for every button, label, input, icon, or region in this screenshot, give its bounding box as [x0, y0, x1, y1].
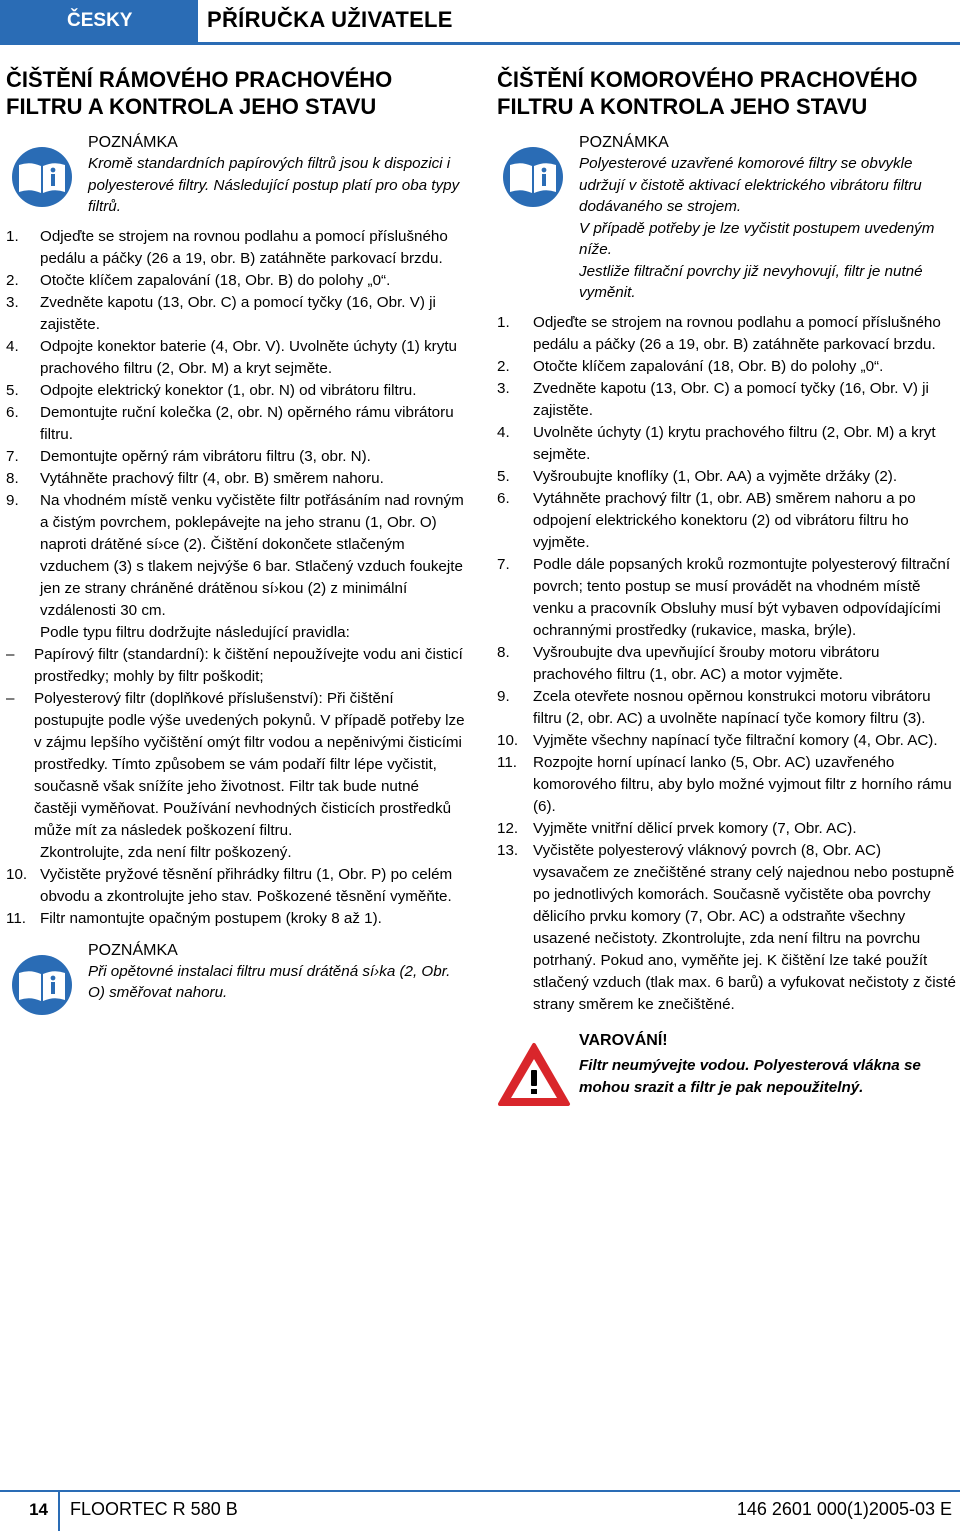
list-item: 5. Vyšroubujte knoflíky (1, Obr. AA) a vyjměte držáky (2).	[497, 467, 898, 485]
list-item: 8. Vytáhněte prachový filtr (4, obr. B) směrem nahoru.	[6, 469, 384, 487]
list-item: 12. Vyjměte vnitřní dělicí prvek komory (7, Obr. AC).	[497, 819, 857, 837]
warning-label: VAROVÁNÍ!	[579, 1031, 668, 1049]
list-item: 2. Otočte klíčem zapalování (18, Obr. B) do polohy „0“.	[6, 271, 391, 289]
list-item: 10. Vyjměte všechny napínací tyče filtrační komory (4, Obr. AC).	[497, 731, 938, 749]
right-steps	[497, 312, 957, 1016]
rules-intro: Podle typu filtru dodržujte následující pravidla:	[40, 623, 350, 641]
right-title-line2: FILTRU A KONTROLA JEHO STAVU	[497, 94, 868, 119]
right-title-line1: ČIŠTĚNÍ KOMOROVÉHO PRACHOVÉHO	[497, 67, 918, 92]
right-column	[497, 66, 957, 1115]
list-item: 7. Demontujte opěrný rám vibrátoru filtru (3, obr. N).	[6, 447, 371, 465]
book-info-icon	[6, 132, 88, 215]
list-item: 3. Zvedněte kapotu (13, Obr. C) a pomocí tyčky (16, Obr. V) ji zajistěte.	[6, 293, 436, 333]
header-title: PŘÍRUČKA UŽIVATELE	[207, 7, 453, 32]
list-item: 6. Demontujte ruční kolečka (2, obr. N) opěrného rámu vibrátoru filtru.	[6, 403, 454, 443]
list-item: 2. Otočte klíčem zapalování (18, Obr. B) do polohy „0“.	[497, 357, 884, 375]
note-text: Kromě standardních papírových filtrů jsou k dispozici i polyesterové filtry. Následující postup platí pro oba typy filtrů.	[88, 155, 460, 215]
list-item: 7. Podle dále popsaných kroků rozmontujte polyesterový filtrační povrch; tento postup se musí provádět na vhodném místě venku a pracovník Obsluhy musí být vybaven odpovídajícími ochrannými prostředky (rukavice, maska, brýle).	[497, 555, 951, 639]
rules-block	[6, 622, 466, 864]
footer-doc-number: 146 2601 000(1)2005-03 E	[736, 1499, 952, 1519]
warning-text: Filtr neumývejte vodou. Polyesterová vlákna se mohou srazit a filtr je pak nepoužitelný.	[579, 1056, 921, 1096]
language-tab: ČESKY	[0, 0, 198, 42]
list-item: – Papírový filtr (standardní): k čištění nepoužívejte vodu ani čisticí prostředky; mohly by filtr poškodit;	[6, 645, 463, 685]
warning-box	[497, 1030, 957, 1115]
footer-divider	[0, 1490, 960, 1492]
note-text: Polyesterové uzavřené komorové filtry se obvykle udržují v čistotě aktivací elektrického vibrátoru filtru dodávaného se strojem. V případě potřeby je lze vyčistit postupem uvedeným níže. Jestliže filtrační povrchy již nevyhovují, filtr je nutné vyměnit.	[579, 155, 935, 301]
list-item: 4. Odpojte konektor baterie (4, Obr. V). Uvolněte úchyty (1) krytu prachového filtru (2, Obr. M) a kryt sejměte.	[6, 337, 457, 377]
note-label: POZNÁMKA	[579, 134, 669, 151]
list-item: 3. Zvedněte kapotu (13, Obr. C) a pomocí tyčky (16, Obr. V) ji zajistěte.	[497, 379, 929, 419]
list-item: 9. Na vhodném místě venku vyčistěte filtr potřásáním nad rovným a čistým povrchem, poklepávejte na jeho stranu (1, Obr. O) naproti drátěné sí›ce (2). Čištění dokončete stlačeným vzduchem (3) s tlakem nejvýše 6 bar. Stlačený vzduch foukejte jen ze strany chráněné drátěnou sí›kou (2) z minimální vzdálenosti 30 cm.	[6, 491, 464, 619]
book-info-icon	[6, 940, 88, 1023]
list-item: 4. Uvolněte úchyty (1) krytu prachového filtru (2, Obr. M) a kryt sejměte.	[497, 423, 936, 463]
header-divider	[0, 42, 960, 45]
rules-list	[6, 644, 466, 842]
list-item: 1. Odjeďte se strojem na rovnou podlahu a pomocí příslušného pedálu a páčky (26 a 19, obr. B) zatáhněte parkovací brzdu.	[497, 313, 941, 353]
list-item: 6. Vytáhněte prachový filtr (1, obr. AB) směrem nahoru a po odpojení elektrického konektoru (2) od vibrátoru filtru ho vyjměte.	[497, 489, 916, 551]
list-item: 13. Vyčistěte polyesterový vláknový povrch (8, Obr. AC) vysavačem ze znečištěné strany celý najednou nebo postupně po jednotlivých komorách. Současně vyčistěte oba povrchy dělicího prvku komory (7, Obr. AC) a odstraňte všechny usazené nečistoty. Zkontrolujte, zda není filtru na povrchu potrhaný. Pokud ano, vyměňte jej. K čištění lze také použít stlačený vzduch (tlak max. 6 barů) a vyfukovat nečistoty z čisté strany směrem ke znečištěné.	[497, 841, 956, 1013]
list-item: 5. Odpojte elektrický konektor (1, obr. N) od vibrátoru filtru.	[6, 381, 417, 399]
note-text: Při opětovné instalaci filtru musí drátěná sí›ka (2, Obr. O) směřovat nahoru.	[88, 962, 451, 1001]
note-label: POZNÁMKA	[88, 134, 178, 151]
check-text: Zkontrolujte, zda není filtr poškozený.	[40, 843, 292, 861]
left-steps-a	[6, 226, 466, 622]
list-item: – Polyesterový filtr (doplňkové příslušenství): Při čištění postupujte podle výše uvedených pokynů. V případě potřeby lze v zájmu lepšího vyčištění omýt filtr vodou a nepěnivými čisticími prostředky. Tímto způsobem se vám podaří filtr lépe vyčistit, současně však snížíte jeho životnost. Filtr tak bude nutné častěji vyměňovat. Používání nevhodných čisticích prostředků může mít za následek poškození filtru.	[6, 689, 465, 839]
list-item: 9. Zcela otevřete nosnou opěrnou konstrukci motoru vibrátoru filtru (2, obr. AC) a uvolněte napínací tyče komory filtru (3).	[497, 687, 931, 727]
warning-triangle-icon	[497, 1030, 579, 1115]
left-note-2	[6, 940, 466, 1023]
list-item: 10. Vyčistěte pryžové těsnění přihrádky filtru (1, Obr. P) po celém obvodu a zkontrolujte jeho stav. Poškozené těsnění vyměňte.	[6, 865, 453, 905]
left-title-line2: FILTRU A KONTROLA JEHO STAVU	[6, 94, 377, 119]
left-section-title	[6, 66, 466, 120]
list-item: 11. Filtr namontujte opačným postupem (kroky 8 až 1).	[6, 909, 382, 927]
left-steps-b	[6, 864, 466, 930]
list-item: 1. Odjeďte se strojem na rovnou podlahu a pomocí příslušného pedálu a páčky (26 a 19, obr. B) zatáhněte parkovací brzdu.	[6, 227, 448, 267]
left-column	[6, 66, 466, 1023]
page-number: 14	[0, 1492, 60, 1531]
right-section-title	[497, 66, 957, 120]
list-item: 8. Vyšroubujte dva upevňující šrouby motoru vibrátoru prachového filtru (1, obr. AC) a motor vyjměte.	[497, 643, 880, 683]
left-title-line1: ČIŠTĚNÍ RÁMOVÉHO PRACHOVÉHO	[6, 67, 393, 92]
list-item: 11. Rozpojte horní upínací lanko (5, Obr. AC) uzavřeného komorového filtru, aby bylo možné vyjmout filtr z horního rámu (6).	[497, 753, 952, 815]
left-note-1	[6, 132, 466, 218]
book-info-icon	[497, 132, 579, 215]
note-label: POZNÁMKA	[88, 941, 178, 959]
right-note-1	[497, 132, 957, 304]
footer-model: FLOORTEC R 580 B	[70, 1499, 238, 1519]
